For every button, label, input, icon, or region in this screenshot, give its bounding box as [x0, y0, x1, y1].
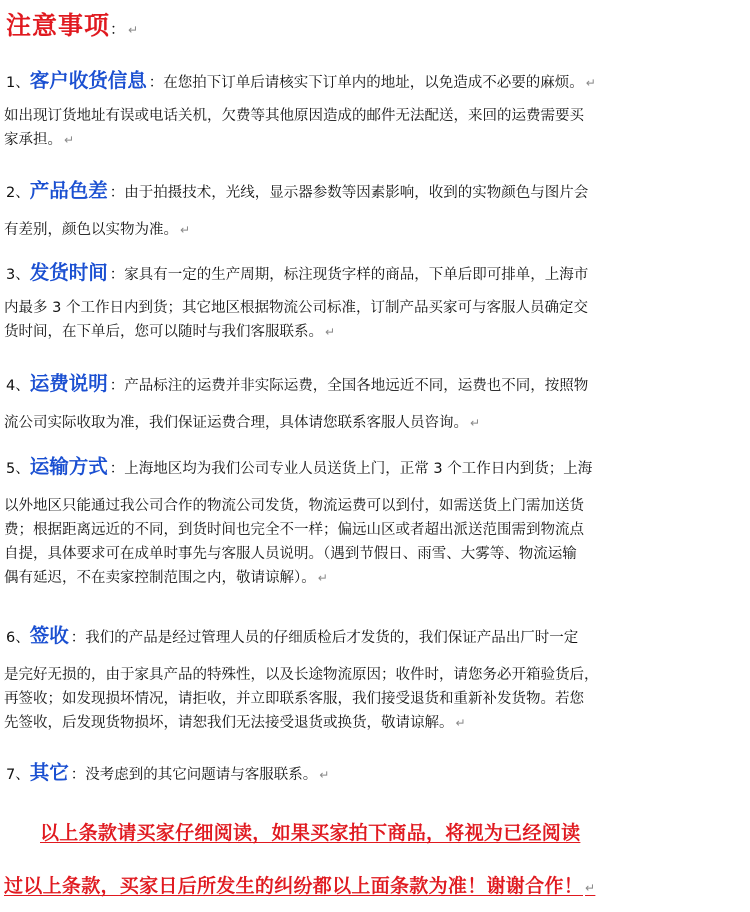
section-line: 以外地区只能通过我公司合作的物流公司发货，物流运费可以到付，如需送货上门需加送货 — [4, 498, 584, 514]
section-transport — [4, 452, 748, 590]
section-line — [4, 66, 748, 98]
footer-notice-line-1: 以上条款请买家仔细阅读，如果买家拍下商品，将视为已经阅读 — [40, 822, 581, 844]
section-text: 先签收，后发现货物损坏，请恕我们无法接受退货或换货，敬请谅解。 — [4, 715, 454, 731]
section-line — [4, 176, 748, 208]
section-heading: 其它 — [29, 761, 69, 784]
section-line — [4, 320, 748, 344]
section-delivery-time — [4, 258, 748, 344]
section-text: 家具有一定的生产周期，标注现货字样的商品，下单后即可排单，上海市 — [124, 267, 589, 283]
section-line: 是完好无损的，由于家具产品的特殊性，以及长途物流原因；收件时，请您务必开箱验货后， — [4, 667, 599, 683]
section-text: 在您拍下订单后请核实下订单内的地址，以免造成不必要的麻烦。 — [163, 75, 584, 91]
section-heading: 签收 — [29, 624, 69, 647]
paragraph-mark-icon: ↵ — [64, 133, 75, 147]
section-line: 内最多 3 个工作日内到货；其它地区根据物流公司标准，订制产品买家可与客服人员确定交 — [4, 300, 588, 316]
section-sign-receipt — [4, 621, 748, 735]
section-text: 由于拍摄技术，光线，显示器参数等因素影响，收到的实物颜色与图片会 — [124, 185, 589, 201]
section-line — [4, 452, 748, 484]
section-line: 费；根据距离远近的不同，到货时间也完全不一样；偏远山区或者超出派送范围需到物流点 — [4, 522, 584, 538]
section-text: 偶有延迟，不在卖家控制范围之内，敬请谅解）。 — [4, 570, 316, 586]
section-heading: 发货时间 — [29, 261, 108, 284]
section-line: 如出现订货地址有误或电话关机，欠费等其他原因造成的邮件无法配送，来回的运费需要买 — [4, 108, 584, 124]
paragraph-mark-icon: ↵ — [470, 416, 481, 430]
paragraph-mark-icon: ↵ — [319, 768, 330, 782]
section-line — [4, 369, 748, 401]
section-number: 1、 — [6, 75, 30, 91]
heading-colon: ： — [109, 267, 125, 283]
section-heading: 运费说明 — [29, 372, 108, 395]
section-heading: 运输方式 — [29, 455, 108, 478]
heading-colon: ： — [148, 75, 164, 91]
section-number: 3、 — [6, 267, 30, 283]
section-line: 再签收；如发现损坏情况，请拒收，并立即联系客服，我们接受退货和重新补发货物。若您 — [4, 691, 584, 707]
title-colon: ： — [110, 20, 127, 38]
paragraph-mark-icon: ↵ — [585, 76, 596, 90]
section-text: 货时间，在下单后，您可以随时与我们客服联系。 — [4, 324, 323, 340]
section-text: 上海地区均为我们公司专业人员送货上门，正常 3 个工作日内到货；上海 — [124, 461, 593, 477]
section-heading: 产品色差 — [29, 179, 108, 202]
section-line: 自提，具体要求可在成单时事先与客服人员说明。（遇到节假日、雨雪、大雾等、物流运输 — [4, 546, 577, 562]
section-line — [4, 711, 748, 735]
heading-colon: ： — [70, 630, 86, 646]
section-line — [4, 621, 748, 653]
section-text: 没考虑到的其它问题请与客服联系。 — [85, 767, 318, 783]
section-text: 流公司实际收取为准，我们保证运费合理，具体请您联系客服人员咨询。 — [4, 415, 468, 431]
paragraph-mark-icon: ↵ — [317, 571, 328, 585]
section-line — [4, 566, 748, 590]
footer-notice-line-2 — [4, 871, 748, 898]
paragraph-mark-icon: ↵ — [128, 23, 140, 37]
paragraph-mark-icon: ↵ — [585, 881, 596, 895]
section-customer-info — [4, 66, 748, 152]
section-number: 6、 — [6, 630, 30, 646]
section-text: 有差别，颜色以实物为准。 — [4, 222, 178, 238]
section-line — [4, 411, 748, 435]
page-title — [6, 6, 139, 42]
heading-colon: ： — [109, 461, 125, 477]
section-text: 我们的产品是经过管理人员的仔细质检后才发货的，我们保证产品出厂时一定 — [85, 630, 579, 646]
page-title-text: 注意事项 — [6, 11, 111, 40]
heading-colon: ： — [109, 378, 125, 394]
section-line — [4, 218, 748, 242]
section-number: 4、 — [6, 378, 30, 394]
section-number: 5、 — [6, 461, 30, 477]
section-text: 家承担。 — [4, 132, 62, 148]
section-number: 7、 — [6, 767, 30, 783]
section-line — [4, 258, 748, 290]
paragraph-mark-icon: ↵ — [325, 325, 336, 339]
section-line — [4, 128, 748, 152]
section-shipping-fee — [4, 369, 748, 435]
footer-notice-text: 过以上条款，买家日后所发生的纠纷都以上面条款为准！谢谢合作！ — [4, 875, 584, 897]
heading-colon: ： — [70, 767, 86, 783]
section-line — [4, 758, 748, 790]
section-color-difference — [4, 176, 748, 242]
section-text: 产品标注的运费并非实际运费，全国各地远近不同，运费也不同，按照物 — [124, 378, 589, 394]
paragraph-mark-icon: ↵ — [455, 716, 466, 730]
heading-colon: ： — [109, 185, 125, 201]
section-number: 2、 — [6, 185, 30, 201]
paragraph-mark-icon: ↵ — [180, 223, 191, 237]
section-other — [4, 758, 748, 790]
section-heading: 客户收货信息 — [29, 69, 147, 92]
